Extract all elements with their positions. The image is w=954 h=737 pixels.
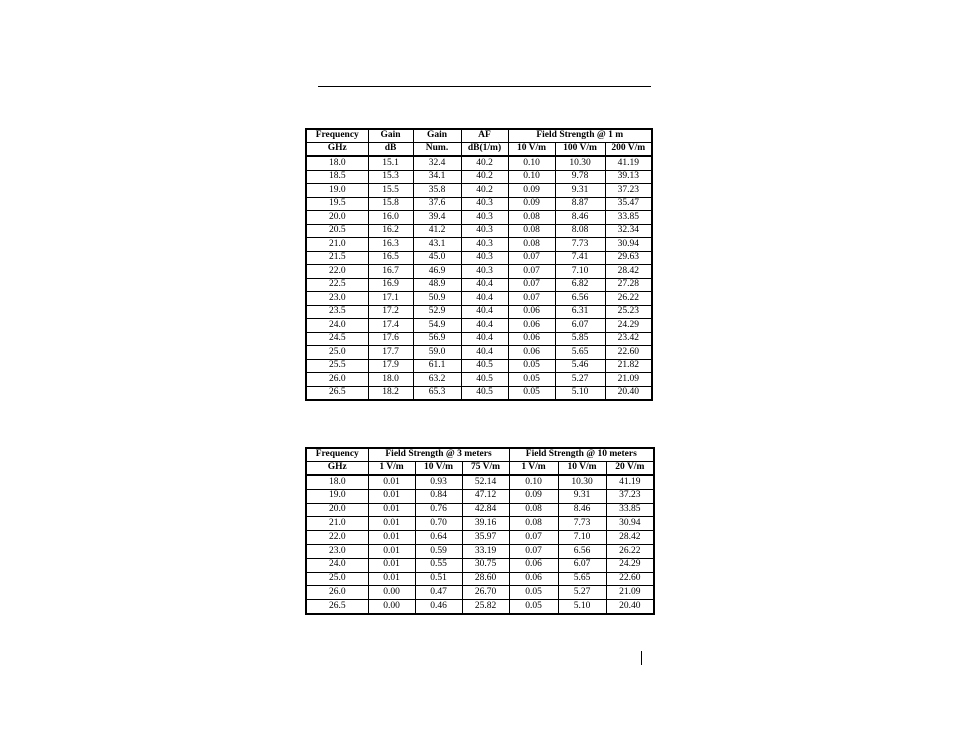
table-cell: 41.19 — [605, 156, 652, 170]
table-cell: 5.10 — [558, 600, 606, 614]
table-cell: 19.0 — [306, 184, 368, 198]
table-cell: 0.93 — [415, 475, 462, 489]
header-gain-db: Gain — [368, 129, 413, 143]
table-cell: 63.2 — [413, 373, 461, 387]
table-cell: 40.2 — [461, 184, 508, 198]
table-cell: 0.10 — [508, 170, 555, 184]
table-cell: 0.07 — [509, 544, 558, 558]
table-cell: 7.73 — [555, 238, 605, 252]
table-cell: 33.19 — [462, 544, 509, 558]
table-cell: 0.09 — [508, 184, 555, 198]
table-cell: 0.06 — [508, 332, 555, 346]
table-cell: 16.0 — [368, 211, 413, 225]
table-cell: 20.40 — [606, 600, 654, 614]
table-cell: 40.4 — [461, 332, 508, 346]
table-cell: 32.4 — [413, 156, 461, 170]
table-cell: 43.1 — [413, 238, 461, 252]
table-cell: 21.0 — [306, 238, 368, 252]
table-cell: 17.2 — [368, 305, 413, 319]
table-cell: 0.01 — [368, 544, 415, 558]
table-cell: 17.6 — [368, 332, 413, 346]
table-row — [306, 211, 652, 225]
table-cell: 35.97 — [462, 531, 509, 545]
table-cell: 23.5 — [306, 305, 368, 319]
table-cell: 26.5 — [306, 386, 368, 400]
table-cell: 0.10 — [509, 475, 558, 489]
table-cell: 40.5 — [461, 386, 508, 400]
header-frequency-unit: GHz — [306, 143, 368, 157]
table-cell: 40.2 — [461, 156, 508, 170]
table-cell: 40.4 — [461, 305, 508, 319]
table-cell: 25.0 — [306, 572, 368, 586]
table-cell: 5.10 — [555, 386, 605, 400]
table-cell: 7.41 — [555, 251, 605, 265]
table-cell: 40.2 — [461, 170, 508, 184]
table-cell: 0.08 — [508, 211, 555, 225]
table-cell: 0.01 — [368, 558, 415, 572]
table-cell: 22.0 — [306, 265, 368, 279]
table-cell: 24.29 — [606, 558, 654, 572]
table-cell: 15.1 — [368, 156, 413, 170]
header-200vm: 200 V/m — [605, 143, 652, 157]
table-row — [306, 184, 652, 198]
table-row — [306, 586, 654, 600]
header-10vm: 10 V/m — [508, 143, 555, 157]
table-cell: 23.42 — [605, 332, 652, 346]
table-row — [306, 305, 652, 319]
table-header-row — [306, 129, 652, 143]
header-field-strength-3m: Field Strength @ 3 meters — [368, 448, 509, 462]
table-cell: 48.9 — [413, 278, 461, 292]
table-cell: 40.4 — [461, 346, 508, 360]
table-cell: 18.0 — [368, 373, 413, 387]
table-cell: 27.28 — [605, 278, 652, 292]
table-row — [306, 386, 652, 400]
header-gain-db-unit: dB — [368, 143, 413, 157]
table-cell: 40.3 — [461, 197, 508, 211]
table-cell: 0.05 — [508, 373, 555, 387]
table-cell: 21.09 — [606, 586, 654, 600]
table-cell: 39.4 — [413, 211, 461, 225]
table-cell: 19.5 — [306, 197, 368, 211]
table-row — [306, 489, 654, 503]
table-cell: 6.82 — [555, 278, 605, 292]
table-cell: 24.0 — [306, 319, 368, 333]
table-cell: 42.84 — [462, 503, 509, 517]
table-cell: 22.60 — [605, 346, 652, 360]
table-row — [306, 197, 652, 211]
table-cell: 6.07 — [555, 319, 605, 333]
table-cell: 0.64 — [415, 531, 462, 545]
header-10m-1vm: 1 V/m — [509, 462, 558, 476]
table-cell: 26.70 — [462, 586, 509, 600]
table-cell: 5.65 — [555, 346, 605, 360]
table-cell: 0.07 — [508, 292, 555, 306]
table-row — [306, 517, 654, 531]
table-row — [306, 558, 654, 572]
table-cell: 22.5 — [306, 278, 368, 292]
table-cell: 0.09 — [508, 197, 555, 211]
table-cell: 22.60 — [606, 572, 654, 586]
table-cell: 18.2 — [368, 386, 413, 400]
header-3m-10vm: 10 V/m — [415, 462, 462, 476]
header-field-strength-1m: Field Strength @ 1 m — [508, 129, 652, 143]
table-cell: 37.6 — [413, 197, 461, 211]
table-cell: 0.05 — [508, 359, 555, 373]
table-cell: 0.08 — [509, 517, 558, 531]
field-strength-distance-table — [305, 447, 655, 615]
table-cell: 6.07 — [558, 558, 606, 572]
table-cell: 26.0 — [306, 586, 368, 600]
table-row — [306, 278, 652, 292]
table-cell: 40.3 — [461, 224, 508, 238]
table-cell: 28.60 — [462, 572, 509, 586]
table-cell: 33.85 — [605, 211, 652, 225]
antenna-gain-table — [305, 128, 653, 401]
table-cell: 50.9 — [413, 292, 461, 306]
table-cell: 0.05 — [508, 386, 555, 400]
table-cell: 56.9 — [413, 332, 461, 346]
table-row — [306, 544, 654, 558]
table-cell: 41.2 — [413, 224, 461, 238]
header-gain-num: Gain — [413, 129, 461, 143]
table-cell: 24.0 — [306, 558, 368, 572]
table-cell: 6.31 — [555, 305, 605, 319]
table-cell: 0.84 — [415, 489, 462, 503]
table-cell: 8.46 — [555, 211, 605, 225]
table-cell: 45.0 — [413, 251, 461, 265]
table-cell: 17.7 — [368, 346, 413, 360]
table-cell: 0.01 — [368, 489, 415, 503]
table-cell: 35.47 — [605, 197, 652, 211]
table-cell: 0.07 — [508, 251, 555, 265]
table-cell: 0.08 — [508, 224, 555, 238]
table-cell: 9.31 — [555, 184, 605, 198]
table-cell: 0.01 — [368, 503, 415, 517]
table-cell: 0.08 — [509, 503, 558, 517]
table-cell: 0.06 — [509, 572, 558, 586]
table-cell: 40.5 — [461, 359, 508, 373]
page-edge-mark — [641, 651, 642, 665]
table-cell: 16.2 — [368, 224, 413, 238]
table-cell: 19.0 — [306, 489, 368, 503]
table-cell: 18.0 — [306, 475, 368, 489]
table-cell: 15.5 — [368, 184, 413, 198]
table-cell: 0.06 — [508, 319, 555, 333]
table-cell: 65.3 — [413, 386, 461, 400]
table-header-row — [306, 462, 654, 476]
table-row — [306, 319, 652, 333]
table-cell: 30.94 — [606, 517, 654, 531]
table-cell: 40.4 — [461, 278, 508, 292]
table-cell: 0.00 — [368, 600, 415, 614]
table-row — [306, 224, 652, 238]
table-cell: 0.08 — [508, 238, 555, 252]
table-cell: 20.0 — [306, 211, 368, 225]
table-cell: 25.0 — [306, 346, 368, 360]
table-cell: 5.65 — [558, 572, 606, 586]
table-cell: 17.1 — [368, 292, 413, 306]
table-cell: 25.5 — [306, 359, 368, 373]
header-3m-1vm: 1 V/m — [368, 462, 415, 476]
table-cell: 41.19 — [606, 475, 654, 489]
table-cell: 0.55 — [415, 558, 462, 572]
header-gain-num-unit: Num. — [413, 143, 461, 157]
table-header-row — [306, 143, 652, 157]
table-cell: 0.01 — [368, 531, 415, 545]
header-af: AF — [461, 129, 508, 143]
table-cell: 40.3 — [461, 211, 508, 225]
table-cell: 15.3 — [368, 170, 413, 184]
table-cell: 20.40 — [605, 386, 652, 400]
table-cell: 23.0 — [306, 544, 368, 558]
table-row — [306, 600, 654, 614]
table-row — [306, 531, 654, 545]
table-cell: 6.56 — [558, 544, 606, 558]
table-cell: 34.1 — [413, 170, 461, 184]
table-row — [306, 170, 652, 184]
table-cell: 26.5 — [306, 600, 368, 614]
table-cell: 30.75 — [462, 558, 509, 572]
header-10m-20vm: 20 V/m — [606, 462, 654, 476]
table-cell: 52.9 — [413, 305, 461, 319]
table-cell: 47.12 — [462, 489, 509, 503]
table-cell: 0.06 — [508, 346, 555, 360]
table-cell: 26.22 — [605, 292, 652, 306]
table-body — [306, 156, 652, 400]
table-cell: 9.31 — [558, 489, 606, 503]
table-cell: 17.9 — [368, 359, 413, 373]
table-cell: 8.87 — [555, 197, 605, 211]
table-cell: 0.00 — [368, 586, 415, 600]
table-cell: 23.0 — [306, 292, 368, 306]
table-cell: 17.4 — [368, 319, 413, 333]
table-row — [306, 292, 652, 306]
header-10m-10vm: 10 V/m — [558, 462, 606, 476]
table-cell: 35.8 — [413, 184, 461, 198]
table-cell: 10.30 — [555, 156, 605, 170]
table-cell: 0.06 — [508, 305, 555, 319]
table-cell: 32.34 — [605, 224, 652, 238]
table-cell: 0.01 — [368, 475, 415, 489]
header-frequency-unit: GHz — [306, 462, 368, 476]
table-cell: 40.4 — [461, 319, 508, 333]
table-cell: 16.5 — [368, 251, 413, 265]
table-cell: 0.10 — [508, 156, 555, 170]
table-cell: 29.63 — [605, 251, 652, 265]
table-row — [306, 251, 652, 265]
table-cell: 39.16 — [462, 517, 509, 531]
table-cell: 40.4 — [461, 292, 508, 306]
table-cell: 5.27 — [558, 586, 606, 600]
table-cell: 21.0 — [306, 517, 368, 531]
table-cell: 0.09 — [509, 489, 558, 503]
table-cell: 21.82 — [605, 359, 652, 373]
table-cell: 37.23 — [605, 184, 652, 198]
table-cell: 20.0 — [306, 503, 368, 517]
table-row — [306, 359, 652, 373]
table-cell: 61.1 — [413, 359, 461, 373]
header-100vm: 100 V/m — [555, 143, 605, 157]
table-row — [306, 503, 654, 517]
table-cell: 0.07 — [508, 265, 555, 279]
table-cell: 0.07 — [508, 278, 555, 292]
table-cell: 21.5 — [306, 251, 368, 265]
table-cell: 0.07 — [509, 531, 558, 545]
table-cell: 18.0 — [306, 156, 368, 170]
table-cell: 39.13 — [605, 170, 652, 184]
table-cell: 25.23 — [605, 305, 652, 319]
table-cell: 40.3 — [461, 265, 508, 279]
table-cell: 7.10 — [555, 265, 605, 279]
table-cell: 16.7 — [368, 265, 413, 279]
header-3m-75vm: 75 V/m — [462, 462, 509, 476]
table-cell: 10.30 — [558, 475, 606, 489]
header-field-strength-10m: Field Strength @ 10 meters — [509, 448, 654, 462]
table-header-row — [306, 448, 654, 462]
table-cell: 28.42 — [605, 265, 652, 279]
table-cell: 33.85 — [606, 503, 654, 517]
table-cell: 7.10 — [558, 531, 606, 545]
table-cell: 18.5 — [306, 170, 368, 184]
table-row — [306, 572, 654, 586]
table-cell: 46.9 — [413, 265, 461, 279]
table-cell: 40.5 — [461, 373, 508, 387]
table-cell: 16.3 — [368, 238, 413, 252]
table-cell: 0.76 — [415, 503, 462, 517]
table-cell: 0.06 — [509, 558, 558, 572]
table-cell: 0.01 — [368, 572, 415, 586]
table-cell: 24.5 — [306, 332, 368, 346]
table-cell: 54.9 — [413, 319, 461, 333]
table-cell: 0.51 — [415, 572, 462, 586]
table-cell: 20.5 — [306, 224, 368, 238]
table-cell: 0.59 — [415, 544, 462, 558]
top-horizontal-rule — [318, 86, 651, 87]
table-cell: 59.0 — [413, 346, 461, 360]
table-row — [306, 373, 652, 387]
table-cell: 28.42 — [606, 531, 654, 545]
table-cell: 0.46 — [415, 600, 462, 614]
table-cell: 52.14 — [462, 475, 509, 489]
table-cell: 16.9 — [368, 278, 413, 292]
table-cell: 5.85 — [555, 332, 605, 346]
table-cell: 8.08 — [555, 224, 605, 238]
header-frequency: Frequency — [306, 129, 368, 143]
table-body — [306, 475, 654, 614]
table-cell: 26.0 — [306, 373, 368, 387]
table-cell: 5.27 — [555, 373, 605, 387]
table-cell: 30.94 — [605, 238, 652, 252]
table-row — [306, 238, 652, 252]
table-cell: 0.70 — [415, 517, 462, 531]
table-cell: 7.73 — [558, 517, 606, 531]
table-row — [306, 475, 654, 489]
table-cell: 9.78 — [555, 170, 605, 184]
table-cell: 26.22 — [606, 544, 654, 558]
table-cell: 40.3 — [461, 238, 508, 252]
table-cell: 24.29 — [605, 319, 652, 333]
table-cell: 25.82 — [462, 600, 509, 614]
table-cell: 0.01 — [368, 517, 415, 531]
header-frequency: Frequency — [306, 448, 368, 462]
table-cell: 6.56 — [555, 292, 605, 306]
table-row — [306, 156, 652, 170]
table-cell: 0.47 — [415, 586, 462, 600]
table-row — [306, 332, 652, 346]
table-cell: 21.09 — [605, 373, 652, 387]
table-cell: 37.23 — [606, 489, 654, 503]
table-cell: 0.05 — [509, 586, 558, 600]
table-row — [306, 346, 652, 360]
table-row — [306, 265, 652, 279]
table-cell: 5.46 — [555, 359, 605, 373]
table-cell: 22.0 — [306, 531, 368, 545]
table-cell: 8.46 — [558, 503, 606, 517]
table-cell: 15.8 — [368, 197, 413, 211]
table-cell: 0.05 — [509, 600, 558, 614]
table-cell: 40.3 — [461, 251, 508, 265]
header-af-unit: dB(1/m) — [461, 143, 508, 157]
